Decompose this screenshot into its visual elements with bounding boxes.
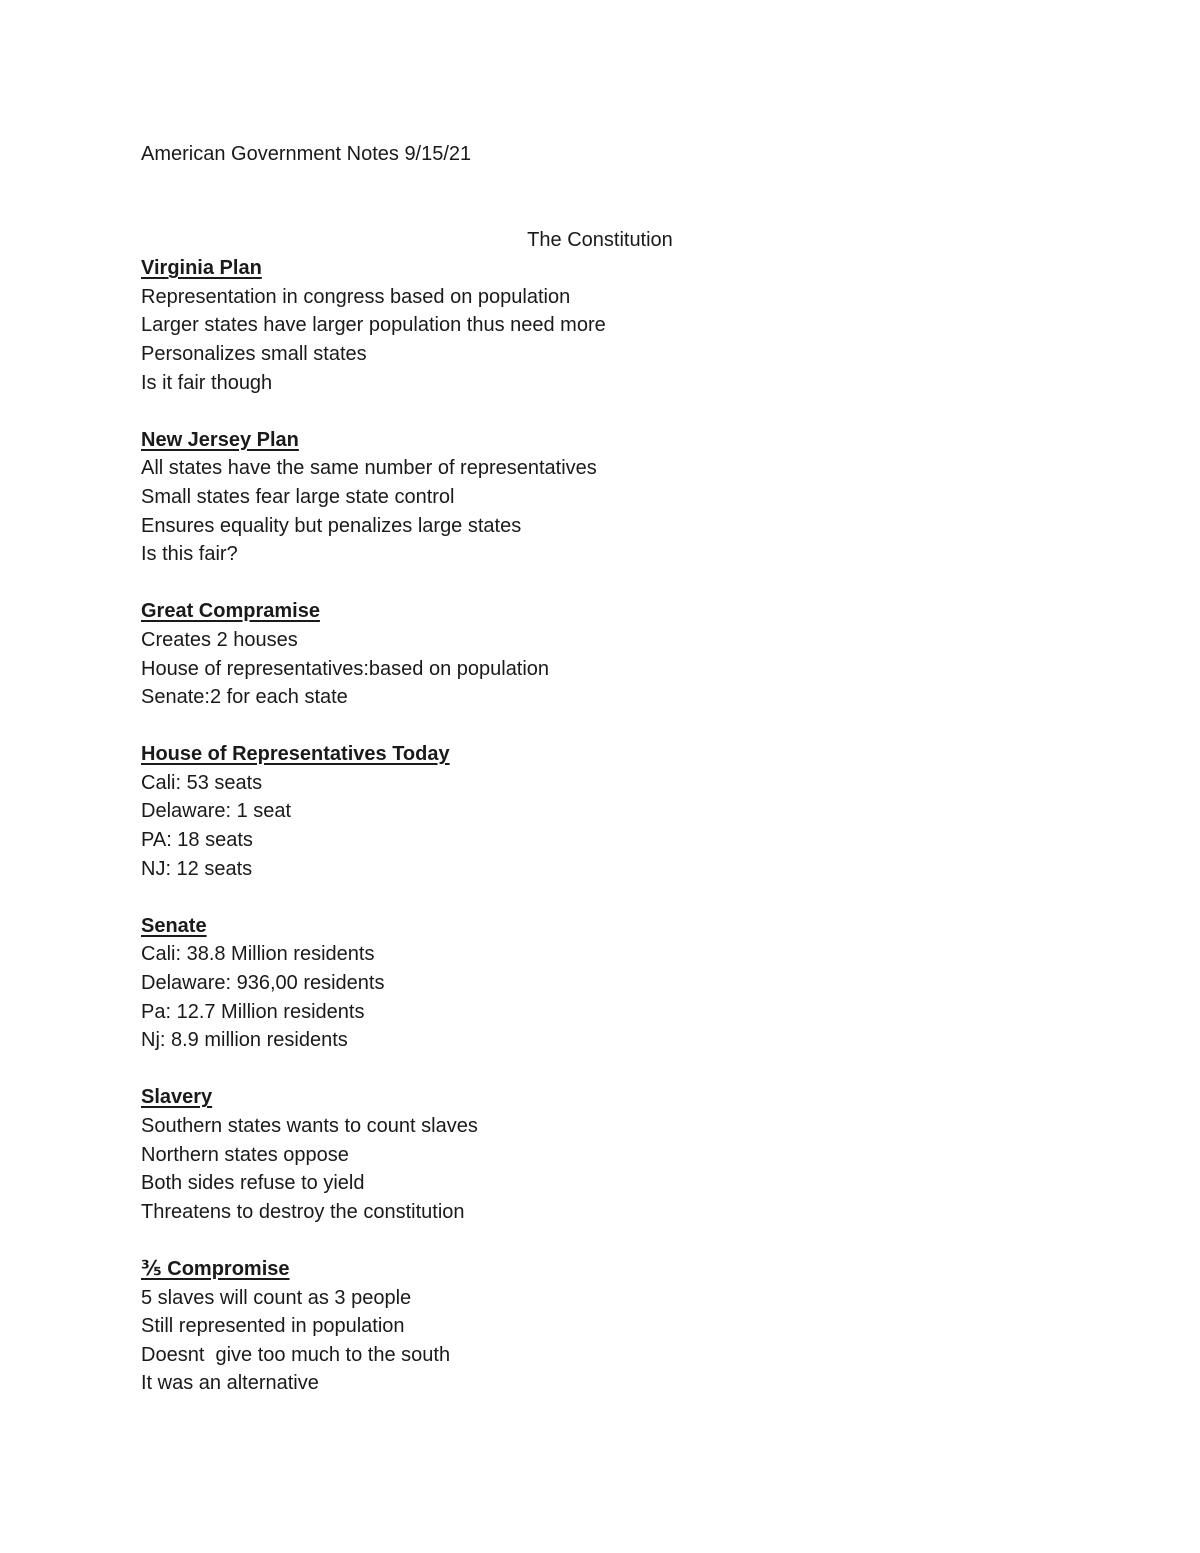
note-line: Is it fair though (141, 371, 273, 394)
section-slavery (141, 1083, 1061, 1226)
note-line: Both sides refuse to yield (141, 1172, 365, 1195)
note-line: Northern states oppose (141, 1143, 349, 1166)
note-line: 5 slaves will count as 3 people (141, 1286, 412, 1309)
note-line: House of representatives:based on population (141, 657, 550, 680)
note-line: It was an alternative (141, 1372, 319, 1395)
document-body (141, 140, 1061, 1398)
note-line: Delaware: 1 seat (141, 800, 292, 823)
section-great-compromise (141, 597, 1061, 711)
section-heading: ⅗ Compromise (141, 1257, 290, 1280)
section-heading: House of Representatives Today (141, 743, 450, 766)
section-house-today (141, 740, 1061, 883)
section-virginia-plan (141, 254, 1061, 397)
note-line: Nj: 8.9 million residents (141, 1029, 348, 1052)
note-line: Delaware: 936,00 residents (141, 972, 385, 995)
section-three-fifths-compromise (141, 1255, 1061, 1398)
section-new-jersey-plan (141, 426, 1061, 569)
note-line: Ensures equality but penalizes large states (141, 514, 522, 537)
note-line: Cali: 53 seats (141, 771, 263, 794)
note-line: PA: 18 seats (141, 829, 253, 852)
section-heading: Senate (141, 914, 207, 937)
note-line: Small states fear large state control (141, 485, 455, 508)
note-line: Representation in congress based on population (141, 285, 571, 308)
note-line: Creates 2 houses (141, 628, 298, 651)
note-line: Doesnt give too much to the south (141, 1343, 451, 1366)
section-heading: Slavery (141, 1086, 213, 1109)
section-heading: Virginia Plan (141, 257, 262, 280)
note-line: Southern states wants to count slaves (141, 1115, 478, 1137)
note-line: NJ: 12 seats (141, 857, 253, 880)
note-line: Senate:2 for each state (141, 686, 348, 709)
note-line: Larger states have larger population thus need more (141, 314, 606, 337)
note-line: Personalizes small states (141, 342, 367, 365)
section-heading: New Jersey Plan (141, 428, 299, 451)
note-line: Still represented in population (141, 1315, 405, 1338)
note-line: Pa: 12.7 Million residents (141, 1000, 365, 1023)
document-title: American Government Notes 9/15/21 (141, 143, 472, 165)
spacer (141, 169, 1061, 226)
note-line: Is this fair? (141, 543, 238, 566)
section-senate (141, 912, 1061, 1055)
note-line: Cali: 38.8 Million residents (141, 943, 375, 966)
note-line: All states have the same number of representatives (141, 457, 597, 480)
note-line: Threatens to destroy the constitution (141, 1200, 465, 1223)
section-heading: Great Compramise (141, 600, 320, 623)
document-subtitle: The Constitution (527, 228, 673, 251)
